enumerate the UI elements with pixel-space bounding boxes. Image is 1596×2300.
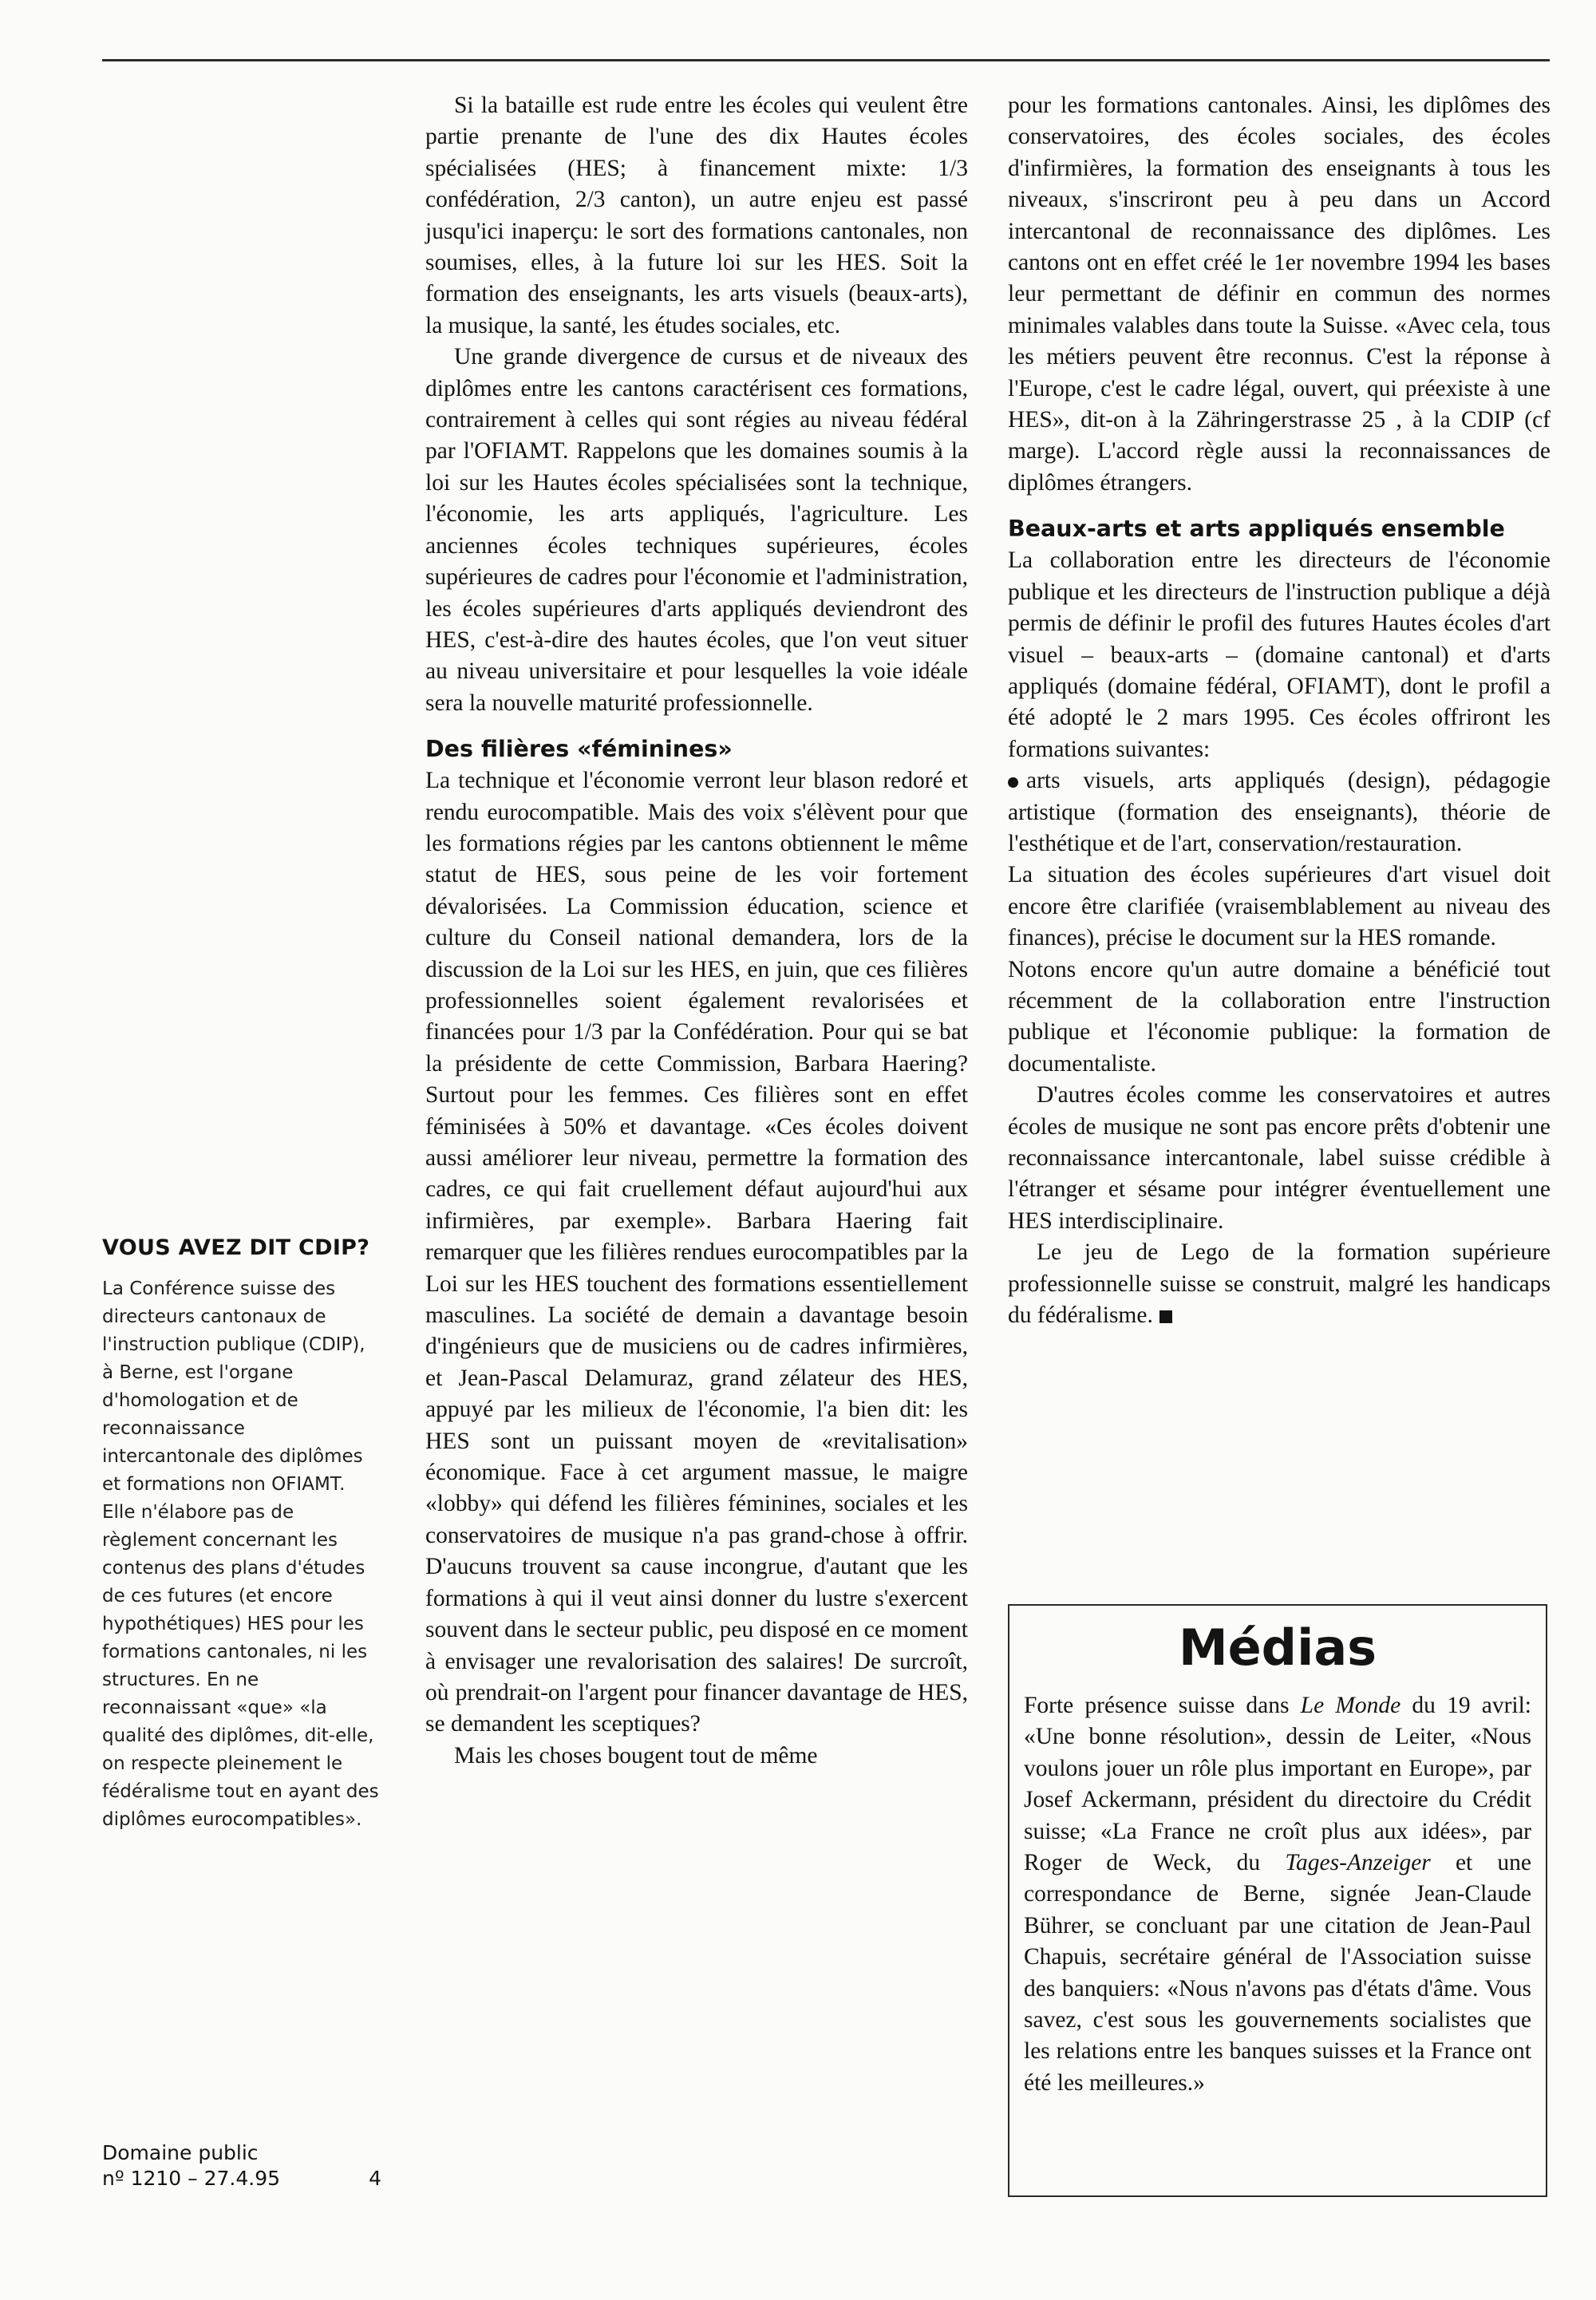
paragraph: Mais les choses bougent tout de même xyxy=(454,1742,818,1768)
section-heading: Des filières «féminines» xyxy=(425,736,733,763)
medias-text-segment: Forte présence suisse dans xyxy=(1024,1693,1301,1718)
paragraph: pour les formations cantonales. Ainsi, les diplômes des conservatoires, des écoles sociales, des écoles d'infirmières, la formation des enseignants à tous les niveaux, s'inscriront peu à peu dans un Accord intercantonal de reconnaissance des diplômes. Les cantons ont en effet créé le 1er novembre 1994 les bases leur permettant de définir en commun des normes minimales valables dans toute la Suisse. «Avec cela, tous les métiers peuvent être reconnus. C'est la réponse à l'Europe, c'est le cadre légal, ouvert, qui préexiste à une HES», dit-on à la Zähringerstrasse 25 , à la CDIP (cf marge). L'accord règle aussi la reconnaissances de diplômes étrangers. xyxy=(1008,93,1551,496)
article-column-1 xyxy=(425,90,968,1772)
medias-text xyxy=(1024,1690,1531,2099)
top-rule xyxy=(102,59,1550,61)
end-square-icon xyxy=(1159,1310,1172,1323)
medias-box xyxy=(1008,1604,1547,2197)
sidebar-body xyxy=(102,1275,381,1834)
final-paragraph xyxy=(1008,1237,1551,1331)
footer-issue: nº 1210 – 27.4.95 xyxy=(102,2167,281,2190)
paragraph: La situation des écoles supérieures d'art visuel doit encore être clarifiée (vraisemblablement au niveau des finances), précise le document sur la HES romande. xyxy=(1008,862,1551,951)
paragraph: La collaboration entre les directeurs de l'économie publique et les directeurs de l'instruction publique a déjà permis de définir le profil des futures Hautes écoles d'art visuel – beaux-arts – (domaine cantonal) et d'arts appliqués (domaine fédéral, OFIAMT), dont le profil a été adopté le 2 mars 1995. Ces écoles offriront les formations suivantes: xyxy=(1008,547,1551,762)
bullet-text: arts visuels, arts appliqués (design), pédagogie artistique (formation des enseignants), théorie de l'esthétique et de l'art, conservation/restauration. xyxy=(1008,768,1551,856)
newspaper-title: Le Monde xyxy=(1300,1693,1401,1718)
sidebar-title: VOUS AVEZ DIT CDIP? xyxy=(102,1235,370,1260)
medias-text-segment: et une correspondance de Berne, signée Jean-Claude Bührer, se concluant par une citation de Jean-Paul Chapuis, secrétaire général de l'Association suisse des banquiers: «Nous n'avons pas d'états d'âme. Vous savez, c'est sous les gouvernements socialistes que les relations entre les banques suisses et la France ont été les meilleures.» xyxy=(1024,1850,1531,2096)
sidebar-text: La Conférence suisse des directeurs cantonaux de l'instruction publique (CDIP), à Berne, est l'organe d'homologation et de reconnaissance intercantonale des diplômes et formations non OFIAMT. Elle n'élabore pas de règlement concernant les contenus des plans d'études de ces futures (et encore hypothétiques) HES pour les formations cantonales, ni les structures. En ne reconnaissant «que» «la qualité des diplômes, dit-elle, on respecte pleinement le fédéralisme tout en ayant des diplômes eurocompatibles». xyxy=(102,1278,379,1830)
paragraph-text: Le jeu de Lego de la formation supérieure professionnelle suisse se construit, malgré les handicaps du fédéralisme. xyxy=(1008,1239,1551,1329)
footer-publication: Domaine public xyxy=(102,2141,259,2164)
paragraph: Si la bataille est rude entre les écoles qui veulent être partie prenante de l'une des dix Hautes écoles spécialisées (HES; à financement mixte: 1/3 confédération, 2/3 canton), un autre enjeu est passé jusqu'ici inaperçu: le sort des formations cantonales, non soumises, elles, à la future loi sur les HES. Soit la formation des enseignants, les arts visuels (beaux-arts), la musique, la santé, les études sociales, etc. xyxy=(425,93,968,338)
paragraph: D'autres écoles comme les conservatoires et autres écoles de musique ne sont pas encore prêts d'obtenir une reconnaissance intercantonale, label suisse crédible à l'étranger et sésame pour intégrer éventuellement une HES interdisciplinaire. xyxy=(1008,1082,1551,1234)
bullet-item xyxy=(1008,765,1551,860)
paragraph: Notons encore qu'un autre domaine a bénéficié tout récemment de la collaboration entre l'instruction publique et l'économie publique: la formation de documentaliste. xyxy=(1008,956,1551,1077)
paragraph: Une grande divergence de cursus et de niveaux des diplômes entre les cantons caractérisent ces formations, contrairement à celles qui sont régies au niveau fédéral par l'OFIAMT. Rappelons que les domaines soumis à la loi sur les Hautes écoles spécialisées sont la technique, l'économie, les arts appliqués, l'agriculture. Les anciennes écoles techniques supérieures, écoles supérieures de cadres pour l'économie et l'administration, les écoles supérieures d'arts appliqués deviendront des HES, c'est-à-dire des hautes écoles, que l'on veut situer au niveau universitaire et pour lesquelles la voie idéale sera la nouvelle maturité professionnelle. xyxy=(425,344,968,716)
page-footer xyxy=(102,2140,397,2191)
paragraph: La technique et l'économie verront leur blason redoré et rendu eurocompatible. Mais des voix s'élèvent pour que les formations régies par les cantons obtiennent le même statut de HES, sous peine de les voir fortement dévalorisées. La Commission éducation, science et culture du Conseil national demandera, lors de la discussion de la Loi sur les HES, en juin, que ces filières professionnelles soient également revalorisées et financées pour 1/3 par la Confédération. Pour qui se bat la présidente de cette Commission, Barbara Haering? Surtout pour les femmes. Ces filières sont en effet féminisées à 50% et davantage. «Ces écoles doivent aussi améliorer leur niveau, permettre la formation des cadres, ce qui fait cruellement défaut aujourd'hui aux infirmières, par exemple». Barbara Haering fait remarquer que les filières rendues eurocompatibles par la Loi sur les HES touchent des formations essentiellement masculines. La société de demain a davantage besoin d'ingénieurs que de musiciens ou de cadres infirmières, et Jean-Pascal Delamuraz, grand zélateur des HES, appuyé par les milieux de l'économie, l'a bien dit: les HES sont un puissant moyen de «revitalisation» économique. Face à cet argument massue, le maigre «lobby» qui défend les filières féminines, sociales et les conservatoires de musique n'a pas grand-chose à offrir. D'aucuns trouvent sa cause incongrue, d'autant que les formations à qui il veut ainsi donner du lustre s'exercent souvent dans le secteur public, peu disposé en ce moment à envisager une revalorisation des salaires! De surcroît, où prendrait-on l'argent pour financer davantage de HES, se demandent les sceptiques? xyxy=(425,768,968,1737)
page-number: 4 xyxy=(369,2167,381,2190)
article-column-2 xyxy=(1008,90,1551,1331)
medias-text-segment: du 19 avril: «Une bonne résolution», dessin de Leiter, «Nous voulons jouer un rôle plus important en Europe», par Josef Ackermann, président du directoire du Crédit suisse; «La France ne croît plus aux idées», par Roger de Weck, du xyxy=(1024,1693,1531,1876)
newspaper-title: Tages-Anzeiger xyxy=(1285,1850,1431,1876)
bullet-icon xyxy=(1008,777,1018,788)
section-heading: Beaux-arts et arts appliqués ensemble xyxy=(1008,516,1505,543)
medias-title: Médias xyxy=(1178,1618,1377,1677)
